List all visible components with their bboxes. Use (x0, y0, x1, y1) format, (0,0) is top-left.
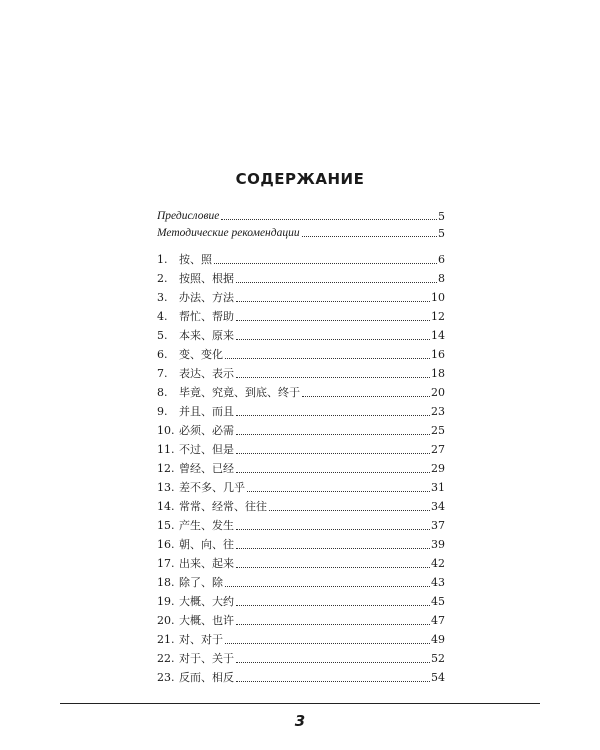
toc-entry[interactable] (157, 383, 445, 402)
toc-entry-label: 大概、大约 (179, 595, 234, 608)
toc-entry-number: 6. (157, 348, 168, 361)
toc-entry[interactable] (157, 250, 445, 269)
toc-entry-number: 3. (157, 291, 168, 304)
toc-entry[interactable] (157, 668, 445, 687)
dot-leader (236, 281, 437, 283)
toc-entry-page: 23 (431, 405, 445, 418)
page-title: СОДЕРЖАНИЕ (235, 170, 365, 188)
toc-entry-number: 10. (157, 424, 175, 437)
toc-entry-page: 18 (431, 367, 445, 380)
toc-entry[interactable] (157, 592, 445, 611)
toc-entry-number: 21. (157, 633, 175, 646)
toc-entry-number: 2. (157, 272, 168, 285)
toc-entry-label: 毕竟、究竟、到底、终于 (179, 386, 300, 399)
toc-entry-label: 并且、而且 (179, 405, 234, 418)
toc-entry-page: 42 (431, 557, 445, 570)
toc-entry[interactable] (157, 345, 445, 364)
toc-entry[interactable] (157, 478, 445, 497)
toc-entry-label: Предисловие (157, 210, 220, 222)
toc-entry-number: 7. (157, 367, 168, 380)
toc-entry-label: 除了、除 (179, 576, 223, 589)
toc-entry-page: 10 (431, 291, 445, 304)
toc-entry-number: 14. (157, 500, 175, 513)
dot-leader (247, 490, 430, 492)
toc-entry[interactable] (157, 535, 445, 554)
toc-entry[interactable] (157, 516, 445, 535)
toc-entry-page: 37 (431, 519, 445, 532)
toc-entry-label: 朝、向、往 (179, 538, 234, 551)
dot-leader (236, 547, 430, 549)
toc-entry-label: 本来、原来 (179, 329, 234, 342)
dot-leader (302, 395, 430, 397)
table-of-contents (157, 208, 445, 687)
toc-entry-label: 产生、发生 (179, 519, 234, 532)
toc-entry[interactable] (157, 326, 445, 345)
toc-entry-page: 27 (431, 443, 445, 456)
toc-entry-number: 11. (157, 443, 175, 456)
toc-entry-number: 13. (157, 481, 175, 494)
toc-entry-page: 47 (431, 614, 445, 627)
dot-leader (236, 319, 430, 321)
toc-entry-page: 25 (431, 424, 445, 437)
toc-entry-page: 39 (431, 538, 445, 551)
toc-entry-label: 差不多、几乎 (179, 481, 245, 494)
dot-leader (302, 235, 437, 237)
toc-entry-page: 12 (431, 310, 445, 323)
toc-entry-label: 按、照 (179, 253, 212, 266)
toc-entry-page: 6 (438, 253, 445, 266)
dot-leader (236, 376, 430, 378)
toc-entry-number: 20. (157, 614, 175, 627)
dot-leader (225, 642, 430, 644)
toc-entry-number: 16. (157, 538, 175, 551)
toc-entry[interactable] (157, 269, 445, 288)
toc-entry-page: 8 (438, 272, 445, 285)
toc-entry-label: 曾经、已经 (179, 462, 234, 475)
toc-entry[interactable] (157, 497, 445, 516)
toc-entry-number: 9. (157, 405, 168, 418)
toc-entry-number: 8. (157, 386, 168, 399)
toc-entry[interactable] (157, 573, 445, 592)
toc-entry[interactable] (157, 421, 445, 440)
toc-entry-number: 22. (157, 652, 175, 665)
toc-entry[interactable] (157, 459, 445, 478)
toc-entry[interactable] (157, 649, 445, 668)
toc-entry-number: 12. (157, 462, 175, 475)
toc-entry-number: 18. (157, 576, 175, 589)
toc-entry-number: 19. (157, 595, 175, 608)
toc-entry[interactable] (157, 307, 445, 326)
toc-entry-page: 20 (431, 386, 445, 399)
dot-leader (236, 452, 430, 454)
dot-leader (236, 528, 430, 530)
toc-entry[interactable] (157, 402, 445, 421)
toc-entry-label: 对、对于 (179, 633, 223, 646)
toc-entry-label: 变、变化 (179, 348, 223, 361)
dot-leader (236, 680, 430, 682)
dot-leader (269, 509, 430, 511)
toc-entry-label: 不过、但是 (179, 443, 234, 456)
toc-entry-page: 31 (431, 481, 445, 494)
toc-entry[interactable] (157, 364, 445, 383)
dot-leader (236, 566, 430, 568)
toc-entry[interactable] (157, 554, 445, 573)
page-number: 3 (294, 712, 306, 730)
toc-entry-preface[interactable] (157, 208, 445, 225)
toc-entry-page: 49 (431, 633, 445, 646)
toc-entry-label: 必须、必需 (179, 424, 234, 437)
toc-entry-label: 按照、根据 (179, 272, 234, 285)
toc-entry[interactable] (157, 611, 445, 630)
dot-leader (236, 338, 430, 340)
toc-entry-label: 常常、经常、往往 (179, 500, 267, 513)
toc-entry-page: 45 (431, 595, 445, 608)
toc-entry-label: 大概、也许 (179, 614, 234, 627)
dot-leader (221, 218, 437, 220)
toc-entry-number: 5. (157, 329, 168, 342)
dot-leader (236, 604, 430, 606)
toc-entry-label: 表达、表示 (179, 367, 234, 380)
dot-leader (225, 357, 430, 359)
toc-entry-label: 反而、相反 (179, 671, 234, 684)
toc-entry[interactable] (157, 288, 445, 307)
dot-leader (225, 585, 430, 587)
toc-entry-page: 5 (438, 210, 445, 223)
dot-leader (236, 623, 430, 625)
toc-entry-label: 帮忙、帮助 (179, 310, 234, 323)
toc-entry-page: 43 (431, 576, 445, 589)
toc-entry-number: 17. (157, 557, 175, 570)
dot-leader (236, 433, 430, 435)
toc-entry-number: 15. (157, 519, 175, 532)
dot-leader (236, 661, 430, 663)
toc-entry-page: 14 (431, 329, 445, 342)
dot-leader (236, 414, 430, 416)
toc-entry-label: 出来、起来 (179, 557, 234, 570)
toc-entry-page: 34 (431, 500, 445, 513)
toc-entry-label: Методические рекомендации (157, 227, 300, 239)
footer-rule (60, 703, 540, 704)
toc-entry-label: 办法、方法 (179, 291, 234, 304)
toc-entry-methodology[interactable] (157, 225, 445, 242)
dot-leader (236, 471, 430, 473)
toc-entry-page: 29 (431, 462, 445, 475)
toc-entry-page: 5 (438, 227, 445, 240)
toc-entry-number: 4. (157, 310, 168, 323)
toc-entry-page: 16 (431, 348, 445, 361)
toc-entry[interactable] (157, 630, 445, 649)
toc-entry-page: 52 (431, 652, 445, 665)
dot-leader (214, 262, 437, 264)
toc-entry-number: 1. (157, 253, 168, 266)
toc-entry-page: 54 (431, 671, 445, 684)
dot-leader (236, 300, 430, 302)
toc-entry[interactable] (157, 440, 445, 459)
toc-entry-number: 23. (157, 671, 175, 684)
toc-entry-label: 对于、关于 (179, 652, 234, 665)
